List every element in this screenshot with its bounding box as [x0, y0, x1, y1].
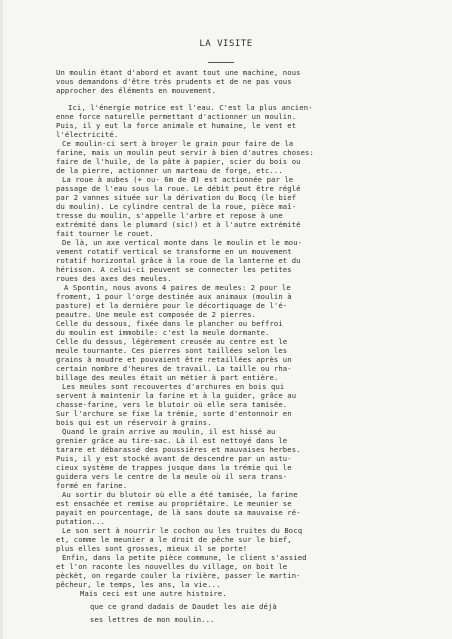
text-line: payait en pourcentage, de là sans doute sa mauvaise ré- [56, 508, 301, 517]
text-line: par 2 vannes située sur la dérivation du Bocq (le bief [56, 193, 297, 202]
text-line: De là, un axe vertical monte dans le moulin et le mou- [62, 238, 303, 247]
text-line: Celle du dessous, fixée dans le plancher ou beffroi [56, 319, 283, 328]
text-line: du moulin). Le cylindre central de la roue, pièce maî- [56, 202, 297, 211]
text-line: Quand le grain arrive au moulin, il est hissé au [62, 427, 276, 436]
text-line: Puis, il y eut la force animale et humaine, le vent et [56, 121, 297, 130]
text-line: Mais ceci est une autre histoire. [80, 589, 227, 598]
text-line: roues des axes des meules. [56, 274, 172, 283]
text-line: cieux système de trappes jusque dans la trémie qui le [56, 463, 292, 472]
text-line: et, comme le meunier a le droit de pêche sur le bief, [56, 535, 292, 544]
text-line: Puis, il y est stocké avant de descendre par un astu- [56, 454, 292, 463]
text-line: farine, mais un moulin peut servir à bien d'autres choses: [56, 148, 314, 157]
text-line: pèckèt, on regarde couler la rivière, passer le martin- [56, 571, 301, 580]
text-line: hérisson. A celui-ci peuvent se connecter les petites [56, 265, 292, 274]
text-line: vous demandons d'être très prudents et de ne pas vous [56, 77, 292, 86]
text-line: froment, 1 pour l'orge destinée aux animaux (moulin à [56, 292, 292, 301]
text-line: passage de l'eau sous la roue. Le débit peut être réglé [56, 184, 301, 193]
text-line: La roue à aubes (+ ou- 6m de Ø) est actionnée par le [62, 175, 294, 184]
text-line: certain nombre d'heures de travail. La taille ou rha- [56, 364, 292, 373]
text-line: servent à maintenir la farine et à la guider, grâce au [56, 391, 297, 400]
page-title: LA VISITE [199, 39, 253, 49]
text-line: faire de l'huile, de la pâte à papier, scier du bois ou [56, 157, 301, 166]
text-line: est ensachée et remise au propriétaire. Le meunier se [56, 499, 292, 508]
text-line: plus elles sont grosses, mieux il se porte! [56, 544, 248, 553]
text-line: du moulin est immobile: c'est la meule dormante. [56, 328, 270, 337]
text-line: et l'on raconte les nouvelles du village, on boit le [56, 562, 288, 571]
text-line: peautre. Une meule est composée de 2 pierres. [56, 310, 257, 319]
text-line: rotatif horizontal grâce à la roue de la lanterne et du [56, 256, 301, 265]
text-line: que ce grand dadais de Daudet les aie déjà [90, 602, 277, 611]
text-line: ses lettres de mon moulin... [90, 615, 215, 624]
text-line: grenier grâce au tire-sac. Là il est nettoyé dans le [56, 436, 288, 445]
text-line: extrémité dans le plumard (sic!) et à l'autre extrémité [56, 220, 301, 229]
text-line: vement rotatif vertical se transforme en un mouvement [56, 247, 292, 256]
text-line: billage des meules était un métier à part entière. [56, 373, 279, 382]
text-line: guidera vers le centre de la meule où il sera trans- [56, 472, 288, 481]
text-line: chasse-farine, vers le blutoir où elle sera tamisée. [56, 400, 288, 409]
text-line: putation... [56, 517, 105, 526]
text-line: Les meules sont recouvertes d'archures en bois qui [62, 382, 285, 391]
text-line: formé en farine. [56, 481, 128, 490]
text-line: Ici, l'énergie motrice est l'eau. C'est la plus ancien- [68, 103, 313, 112]
text-line: Un moulin étant d'abord et avant tout une machine, nous [56, 68, 301, 77]
text-line: tarare et débarassé des poussières et mauvaises herbes. [56, 445, 301, 454]
text-line: Le son sert à nourrir le cochon ou les truites du Bocq [62, 526, 303, 535]
text-line: approcher des éléments en mouvement. [56, 86, 217, 95]
text-line: enne force naturelle permettant d'actionner un moulin. [56, 112, 297, 121]
text-line: pasture) et la dernière pour le décortiquage de l'é- [56, 301, 288, 310]
text-line: l'électricité. [56, 130, 119, 139]
text-line: fait tourner le rouet. [56, 229, 154, 238]
text-line: Celle du dessus, légèrement creusée au centre est le [56, 337, 288, 346]
text-line: meule tournante. Ces pierres sont taillées selon les [56, 346, 288, 355]
text-line: Sur l'archure se fixe la trémie, sorte d'entonnoir en [56, 409, 292, 418]
page-edge [0, 0, 3, 639]
text-line: de la pierre, actionner un marteau de forge, etc... [56, 166, 283, 175]
text-line: Ce moulin-ci sert à broyer le grain pour faire de la [62, 139, 294, 148]
text-line: A Spontin, nous avons 4 paires de meules: 2 pour le [64, 283, 291, 292]
text-line: grains à moudre et pouvaient être retaillées après un [56, 355, 292, 364]
text-line: pêcheur, le temps, les ans, la vie... [56, 580, 221, 589]
text-line: tresse du moulin, s'appelle l'arbre et repose à une [56, 211, 283, 220]
text-line: Au sortir du blutoir où elle a été tamisée, la farine [62, 490, 298, 499]
title-underline [208, 62, 234, 63]
text-line: Enfin, dans la petite pièce commune, le client s'assied [62, 553, 307, 562]
text-line: bois qui est un réservoir à grains. [56, 418, 212, 427]
